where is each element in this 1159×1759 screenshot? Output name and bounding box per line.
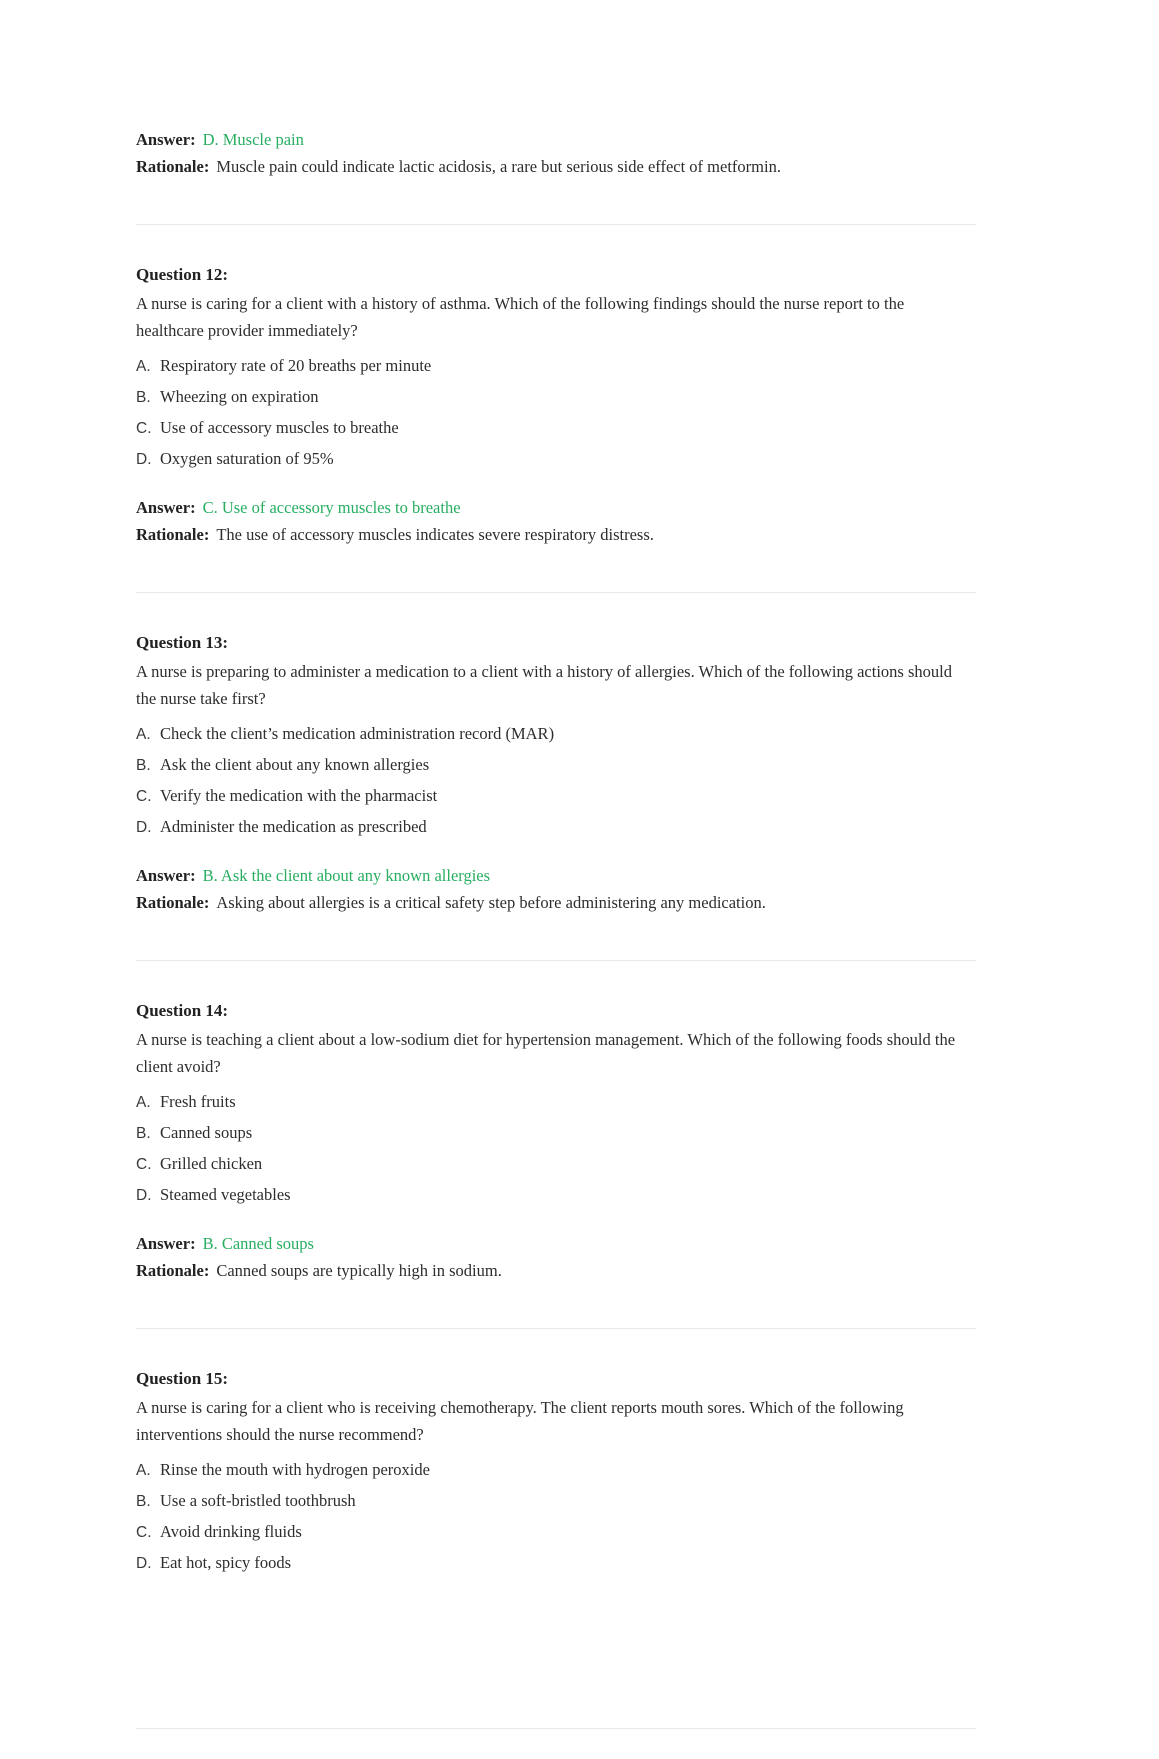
rationale-line — [136, 153, 976, 180]
answer-label: Answer: — [136, 130, 196, 149]
option-row — [136, 749, 976, 780]
option-text: Oxygen saturation of 95% — [160, 449, 334, 468]
option-text: Administer the medication as prescribed — [160, 817, 427, 836]
options-list — [136, 718, 976, 842]
question-number: Question 14: — [136, 1001, 229, 1020]
option-row — [136, 718, 976, 749]
option-text: Verify the medication with the pharmacist — [160, 786, 438, 805]
answer-line — [136, 494, 976, 521]
section-divider — [136, 592, 976, 593]
question-text: A nurse is caring for a client who is receiving chemotherapy. The client reports mouth sores. Which of the following interventions should the nurse recommend? — [136, 1398, 904, 1444]
option-row — [136, 381, 976, 412]
leading-answer-block — [136, 126, 976, 180]
option-letter: D. — [136, 1187, 152, 1204]
option-row — [136, 1454, 976, 1485]
option-row — [136, 1148, 976, 1179]
option-letter: C. — [136, 1156, 152, 1173]
option-text: Use of accessory muscles to breathe — [160, 418, 399, 437]
option-letter: B. — [136, 1493, 151, 1510]
option-row — [136, 350, 976, 381]
section-divider — [136, 1328, 976, 1329]
question-number: Question 12: — [136, 265, 229, 284]
option-text: Rinse the mouth with hydrogen peroxide — [160, 1460, 430, 1479]
answer-text: C. Use of accessory muscles to breathe — [202, 498, 461, 517]
rationale-label: Rationale: — [136, 893, 210, 912]
answer-text: B. Canned soups — [202, 1234, 314, 1253]
option-text: Steamed vegetables — [160, 1185, 291, 1204]
question-text: A nurse is caring for a client with a history of asthma. Which of the following findings should the nurse report to the healthcare provider immediately? — [136, 294, 905, 340]
question-number: Question 13: — [136, 633, 229, 652]
answer-line — [136, 862, 976, 889]
option-text: Use a soft-bristled toothbrush — [160, 1491, 356, 1510]
options-list — [136, 350, 976, 474]
options-list — [136, 1086, 976, 1210]
rationale-label: Rationale: — [136, 525, 210, 544]
question-text: A nurse is preparing to administer a medication to a client with a history of allergies. Which of the following actions should the nurse take first? — [136, 662, 952, 708]
option-row — [136, 412, 976, 443]
section-divider — [136, 1728, 976, 1729]
rationale-label: Rationale: — [136, 1261, 210, 1280]
option-letter: B. — [136, 389, 151, 406]
question-block — [136, 629, 976, 916]
option-text: Fresh fruits — [160, 1092, 236, 1111]
option-letter: D. — [136, 819, 152, 836]
answer-text: B. Ask the client about any known allergies — [202, 866, 491, 885]
option-text: Respiratory rate of 20 breaths per minute — [160, 356, 432, 375]
section-divider — [136, 224, 976, 225]
question-block — [136, 997, 976, 1284]
question-block — [136, 1365, 976, 1578]
options-list — [136, 1454, 976, 1578]
option-text: Avoid drinking fluids — [160, 1522, 302, 1541]
option-text: Wheezing on expiration — [160, 387, 319, 406]
question-block — [136, 261, 976, 548]
answer-label: Answer: — [136, 1234, 196, 1253]
option-row — [136, 1547, 976, 1578]
rationale-line — [136, 521, 976, 548]
question-text: A nurse is teaching a client about a low-sodium diet for hypertension management. Which of the following foods should the client avoid? — [136, 1030, 956, 1076]
option-text: Canned soups — [160, 1123, 253, 1142]
option-letter: A. — [136, 1094, 151, 1111]
option-row — [136, 780, 976, 811]
option-text: Check the client’s medication administration record (MAR) — [160, 724, 555, 743]
option-row — [136, 1086, 976, 1117]
rationale-label: Rationale: — [136, 157, 210, 176]
answer-line — [136, 126, 976, 153]
option-row — [136, 1516, 976, 1547]
option-row — [136, 1179, 976, 1210]
answer-label: Answer: — [136, 498, 196, 517]
option-letter: C. — [136, 1524, 152, 1541]
option-letter: D. — [136, 1555, 152, 1572]
option-row — [136, 1117, 976, 1148]
option-letter: D. — [136, 451, 152, 468]
option-text: Ask the client about any known allergies — [160, 755, 430, 774]
option-letter: B. — [136, 1125, 151, 1142]
answer-line — [136, 1230, 976, 1257]
rationale-text: Muscle pain could indicate lactic acidosis, a rare but serious side effect of metformin. — [216, 157, 781, 176]
rationale-line — [136, 889, 976, 916]
rationale-text: Canned soups are typically high in sodium. — [216, 1261, 502, 1280]
questions-container — [136, 224, 976, 1578]
option-row — [136, 1485, 976, 1516]
option-letter: C. — [136, 788, 152, 805]
option-letter: A. — [136, 726, 151, 743]
option-letter: C. — [136, 420, 152, 437]
option-letter: A. — [136, 358, 151, 375]
rationale-text: The use of accessory muscles indicates severe respiratory distress. — [216, 525, 654, 544]
option-row — [136, 811, 976, 842]
rationale-line — [136, 1257, 976, 1284]
option-text: Grilled chicken — [160, 1154, 263, 1173]
answer-label: Answer: — [136, 866, 196, 885]
answer-text: D. Muscle pain — [202, 130, 304, 149]
question-number: Question 15: — [136, 1369, 229, 1388]
rationale-text: Asking about allergies is a critical safety step before administering any medication. — [216, 893, 766, 912]
section-divider — [136, 960, 976, 961]
option-row — [136, 443, 976, 474]
option-letter: A. — [136, 1462, 151, 1479]
option-letter: B. — [136, 757, 151, 774]
document-content — [136, 126, 976, 1729]
option-text: Eat hot, spicy foods — [160, 1553, 292, 1572]
